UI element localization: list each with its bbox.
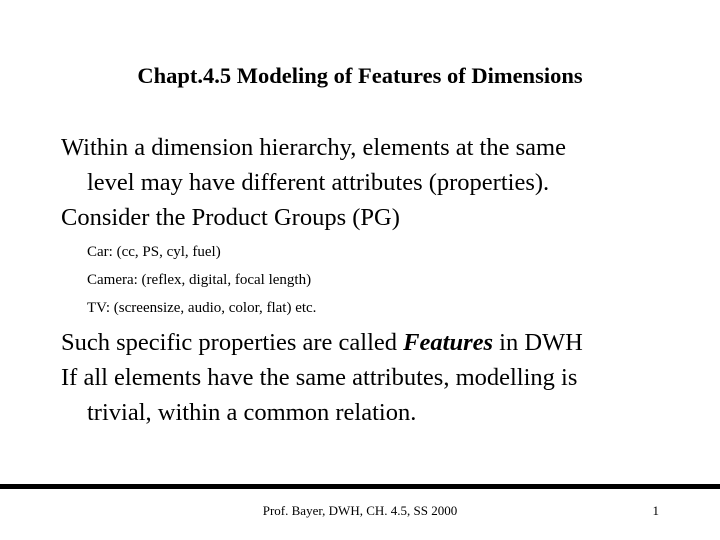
paragraph-line: If all elements have the same attributes, modelling is <box>61 364 578 391</box>
features-prefix: Such specific properties are called <box>61 329 404 356</box>
paragraph-same-attributes <box>61 360 701 430</box>
slide-content <box>61 130 701 430</box>
paragraph-features <box>61 325 701 360</box>
list-item-camera: Camera: (reflex, digital, focal length) <box>87 272 312 288</box>
paragraph-line: level may have different attributes (properties). <box>87 169 550 196</box>
paragraph-line: trivial, within a common relation. <box>87 399 417 426</box>
list-item-tv: TV: (screensize, audio, color, flat) etc. <box>87 300 317 316</box>
footer-divider <box>0 484 720 489</box>
paragraph-product-groups: Consider the Product Groups (PG) <box>61 204 400 231</box>
paragraph-dimension-hierarchy <box>61 130 701 200</box>
features-emphasis: Features <box>403 329 494 356</box>
product-group-list <box>61 238 701 322</box>
features-suffix: in DWH <box>493 329 583 356</box>
slide-title: Chapt.4.5 Modeling of Features of Dimensions <box>137 63 583 88</box>
paragraph-line: Within a dimension hierarchy, elements at the same <box>61 134 566 161</box>
list-item-car: Car: (cc, PS, cyl, fuel) <box>87 244 221 260</box>
footer-text: Prof. Bayer, DWH, CH. 4.5, SS 2000 <box>262 503 458 518</box>
page-number: 1 <box>652 503 659 518</box>
